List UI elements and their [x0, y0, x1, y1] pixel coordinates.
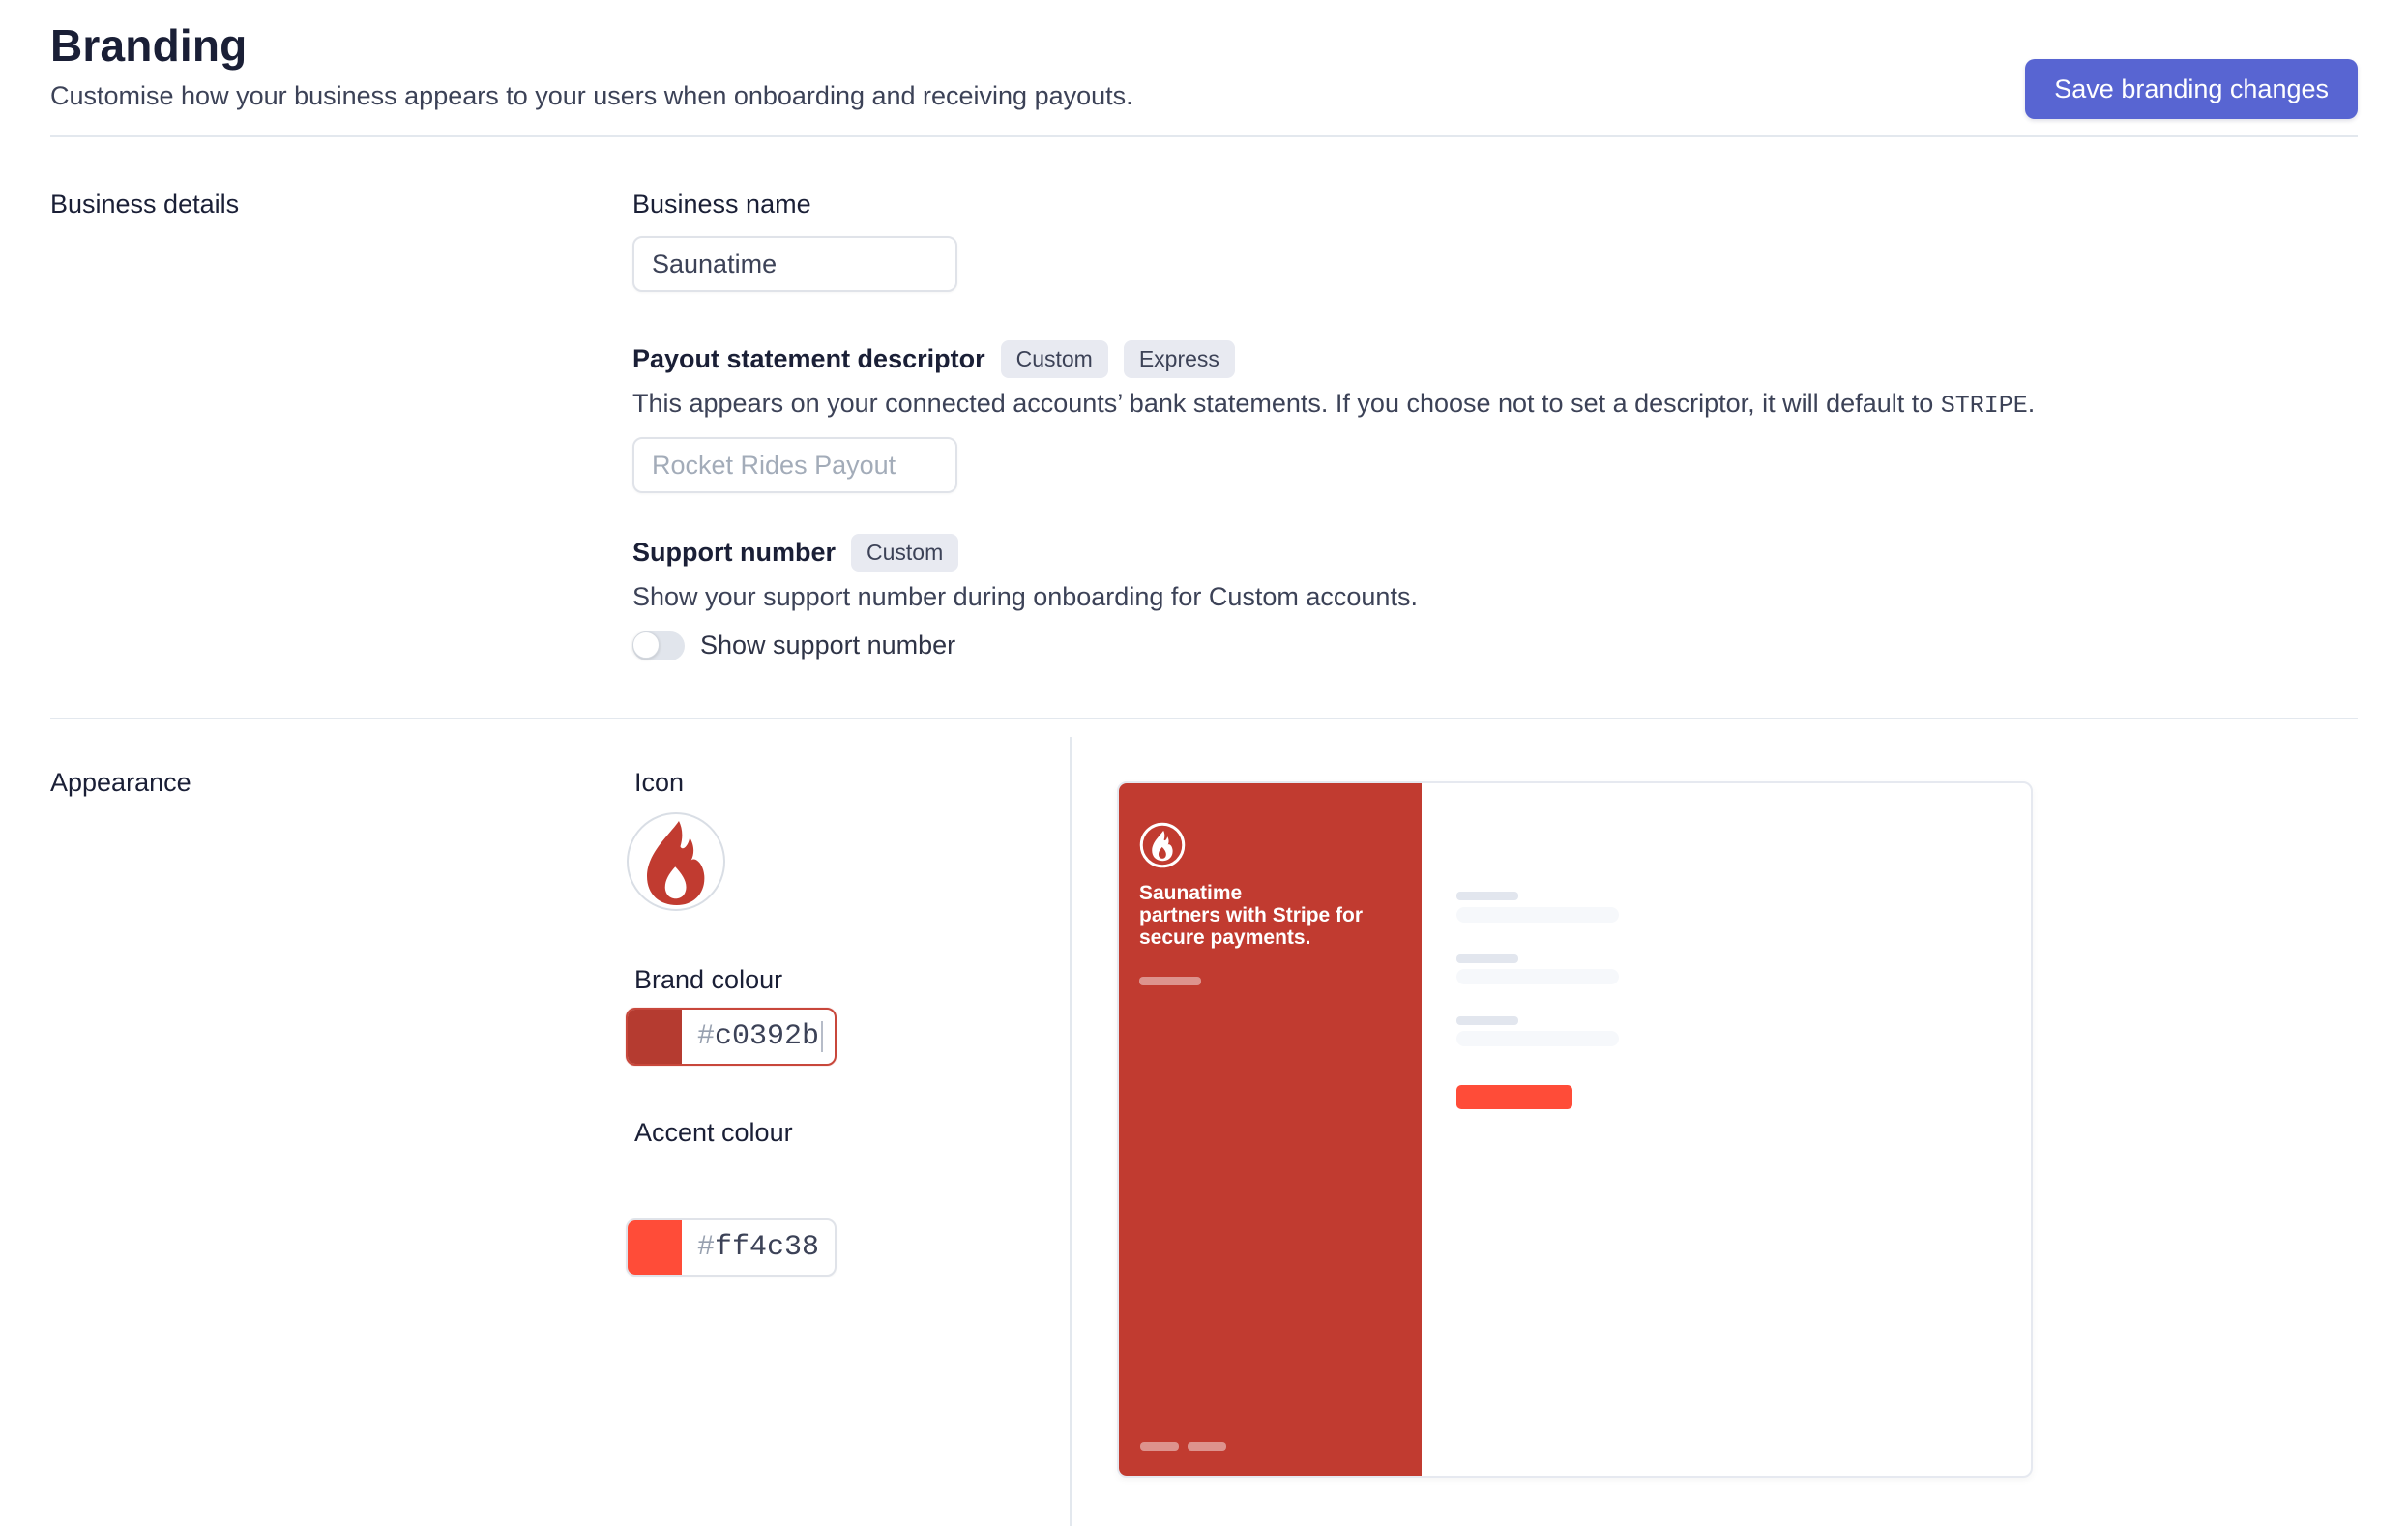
header-divider: [50, 135, 2358, 137]
brand-colour-label: Brand colour: [634, 965, 783, 994]
skeleton-line: [1140, 1442, 1179, 1451]
preview-message-line: secure payments.: [1139, 926, 1311, 949]
preview-message: [1139, 882, 1391, 949]
brand-icon-upload[interactable]: [627, 812, 725, 911]
payout-desc-period: .: [2027, 389, 2036, 418]
show-support-number-toggle[interactable]: [632, 631, 685, 660]
vertical-divider: [1070, 737, 1072, 1526]
save-branding-button[interactable]: Save branding changes: [2025, 59, 2358, 119]
accent-colour-value: ff4c38: [715, 1231, 820, 1264]
payout-desc-code: STRIPE: [1940, 392, 2028, 420]
payout-descriptor-heading-row: [632, 340, 1235, 378]
business-name-input[interactable]: [632, 236, 957, 292]
preview-message-line: Saunatime: [1139, 882, 1243, 904]
preview-accent-button: [1456, 1085, 1572, 1109]
section-label-business-details: Business details: [50, 190, 240, 219]
payout-descriptor-label: Payout statement descriptor: [632, 344, 985, 373]
skeleton-label: [1456, 954, 1518, 963]
skeleton-field: [1456, 907, 1619, 923]
preview-message-line: partners with Stripe for: [1139, 904, 1364, 926]
section-label-appearance: Appearance: [50, 768, 191, 797]
accent-colour-label: Accent colour: [634, 1118, 793, 1147]
section-divider: [50, 718, 2358, 719]
accent-colour-swatch[interactable]: [628, 1220, 682, 1275]
skeleton-line: [1188, 1442, 1226, 1451]
skeleton-field: [1456, 1031, 1619, 1046]
support-number-description: Show your support number during onboarding for Custom accounts.: [632, 582, 1418, 611]
badge-custom-support: Custom: [851, 534, 958, 572]
brand-colour-hex: [697, 1020, 823, 1053]
flame-icon: [630, 815, 722, 908]
brand-colour-swatch[interactable]: [628, 1010, 682, 1064]
business-name-label: Business name: [632, 190, 811, 219]
toggle-knob: [632, 631, 660, 659]
payout-descriptor-description: [632, 389, 2035, 420]
accent-colour-hex: [697, 1231, 819, 1264]
skeleton-field: [1456, 969, 1619, 984]
accent-colour-input[interactable]: [626, 1218, 837, 1277]
branding-preview-card: [1117, 781, 2033, 1478]
flame-icon-white: [1139, 822, 1186, 868]
icon-label: Icon: [634, 768, 685, 797]
page-subtitle: Customise how your business appears to your users when onboarding and receiving payouts.: [50, 81, 1133, 110]
badge-custom: Custom: [1001, 340, 1108, 378]
show-support-number-toggle-label: Show support number: [700, 631, 956, 660]
preview-sidebar: [1119, 783, 1422, 1476]
payout-desc-text: This appears on your connected accounts’ bank statements. If you choose not to set a descriptor, it will default to: [632, 389, 1941, 418]
skeleton-label: [1456, 1016, 1518, 1025]
skeleton-line: [1139, 977, 1201, 985]
support-number-label: Support number: [632, 538, 836, 567]
badge-express: Express: [1124, 340, 1235, 378]
skeleton-label: [1456, 892, 1518, 900]
brand-colour-value: c0392b: [715, 1020, 820, 1053]
show-support-number-row: [632, 631, 955, 660]
text-caret: [821, 1021, 823, 1052]
brand-colour-input[interactable]: [626, 1008, 837, 1066]
page-title: Branding: [50, 20, 248, 71]
hash-prefix: #: [697, 1231, 716, 1264]
payout-descriptor-input[interactable]: [632, 437, 957, 493]
support-number-heading-row: [632, 534, 958, 572]
hash-prefix: #: [697, 1020, 716, 1053]
